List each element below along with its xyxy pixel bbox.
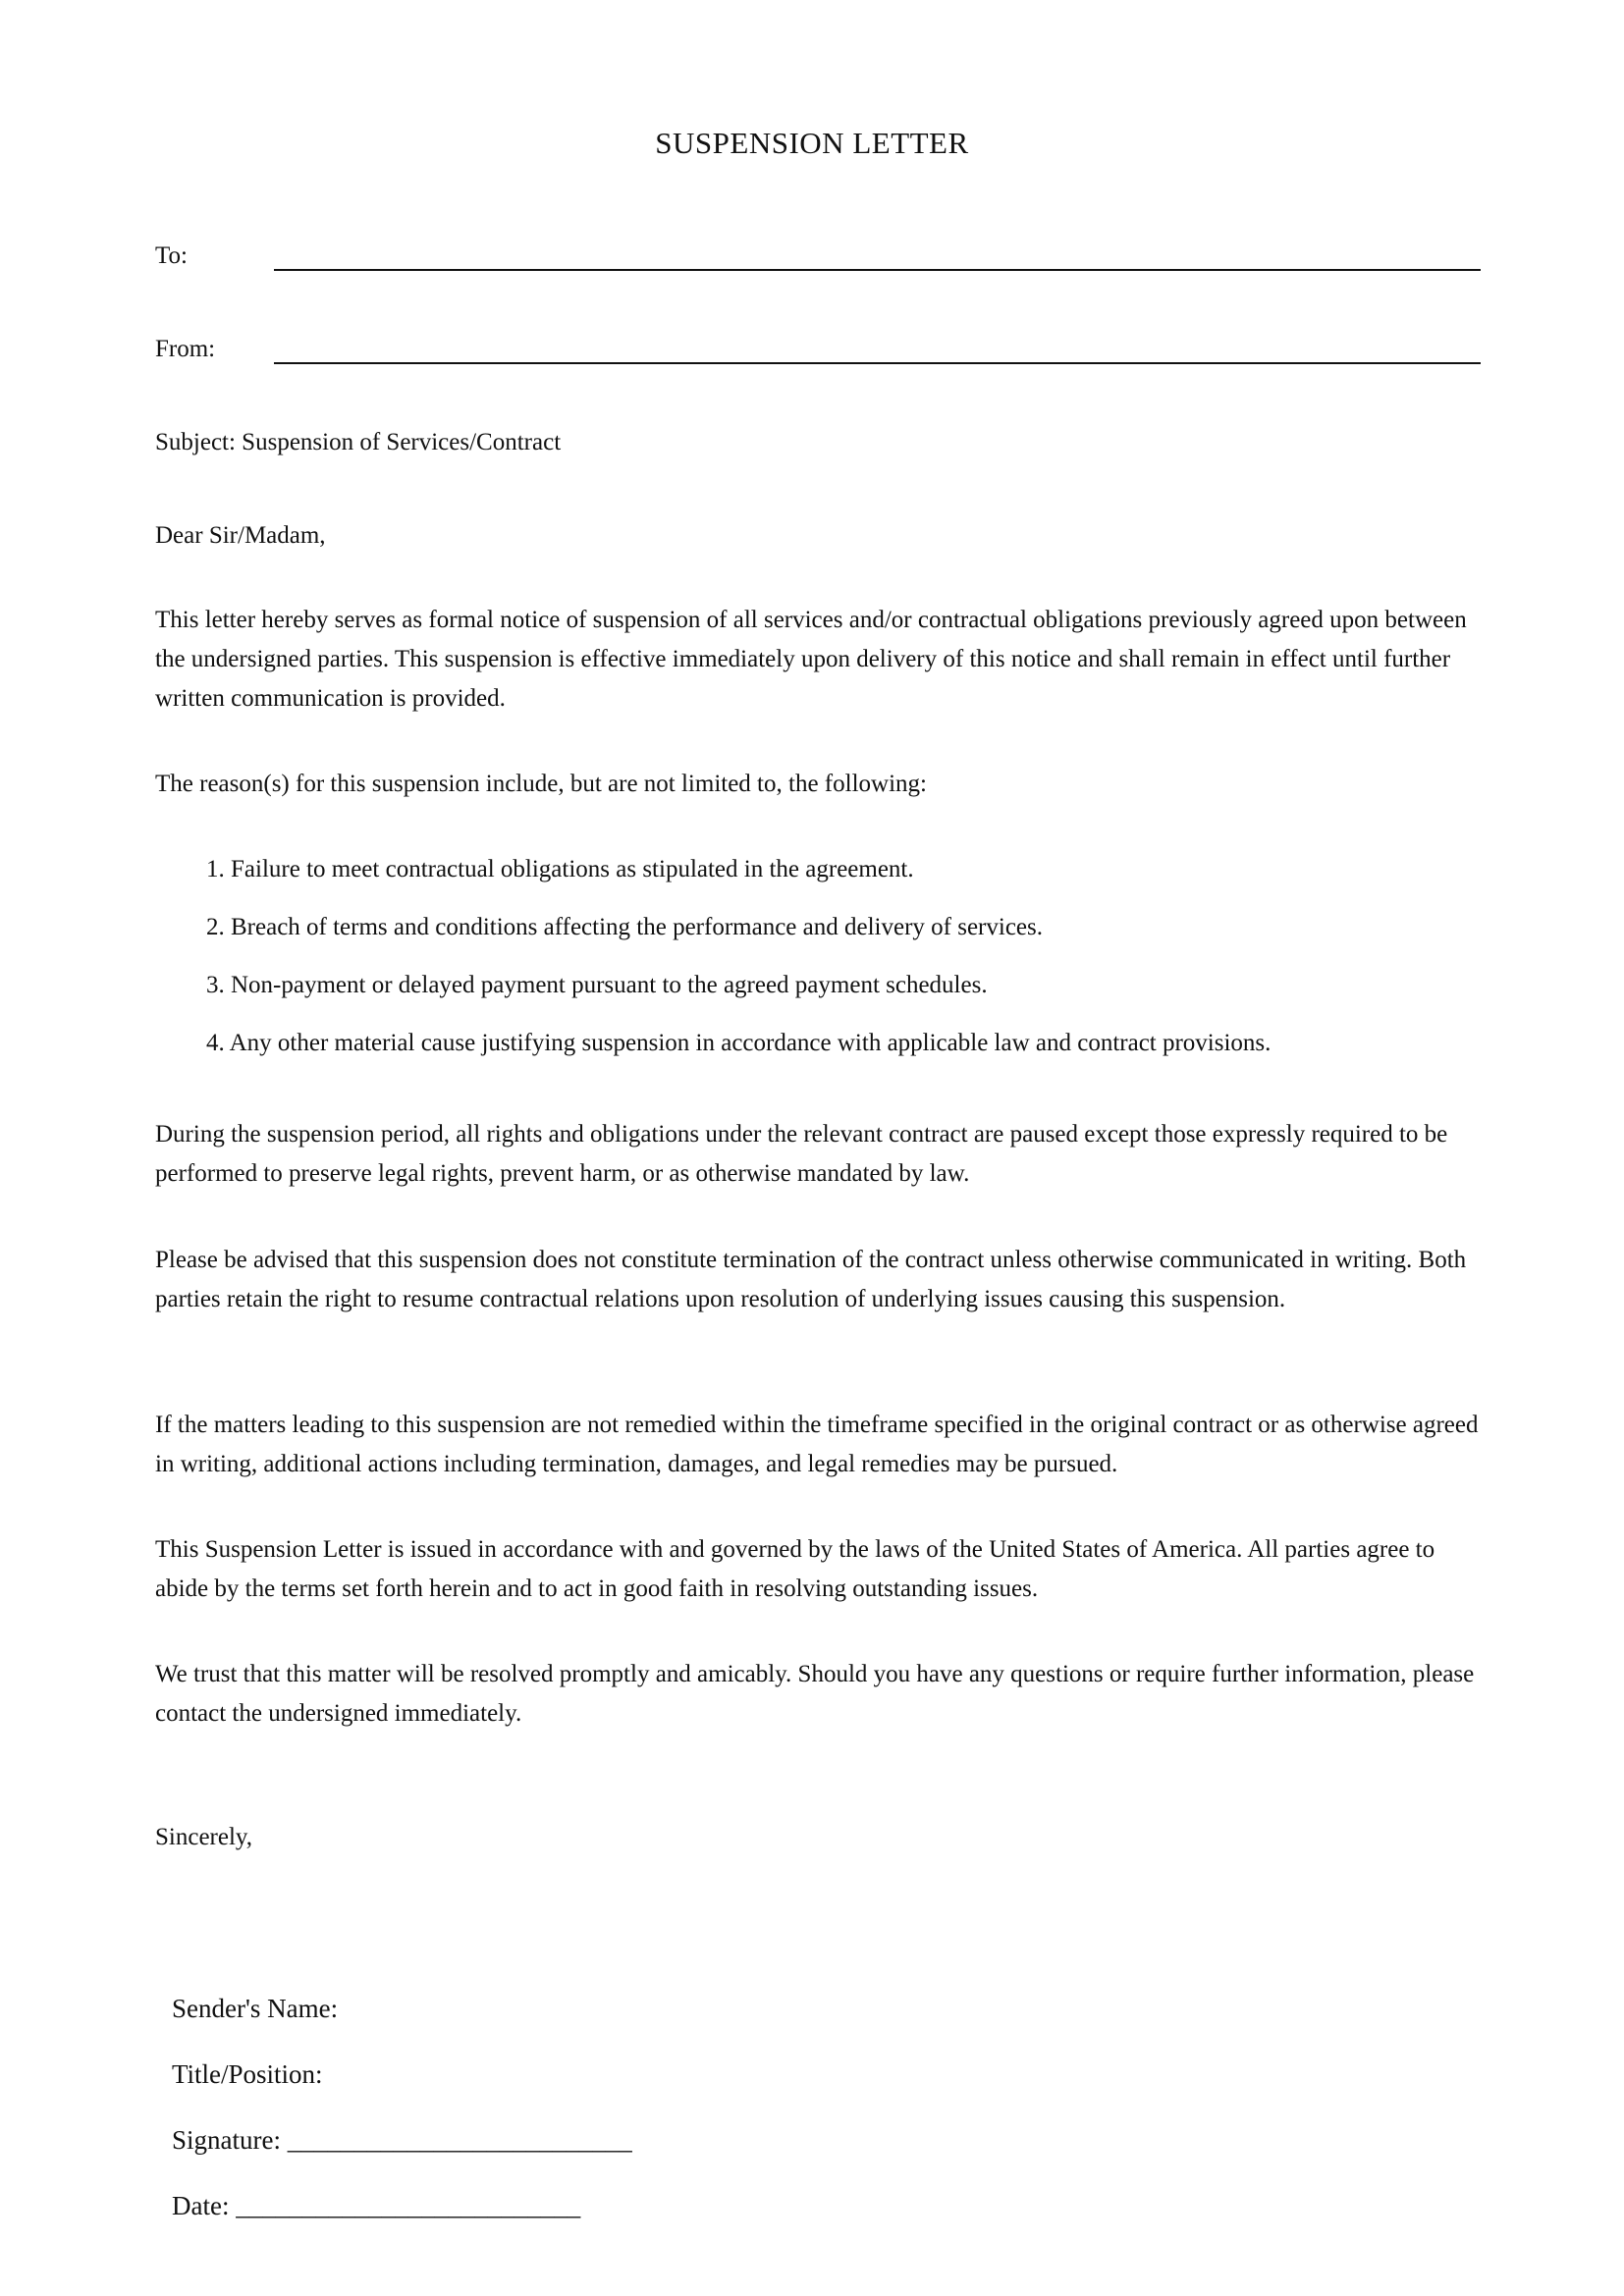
title-position-label: Title/Position: xyxy=(172,2059,323,2089)
subject-line: Subject: Suspension of Services/Contract xyxy=(155,429,562,455)
to-blank-line xyxy=(274,269,1481,271)
intro-paragraph: This letter hereby serves as formal notice of suspension of all services and/or contractual obligations previously agreed upon between the undersigned parties. This suspension is effective immediately upon delivery of this notice and shall remain in effect until further written communication is provided. xyxy=(155,607,1467,712)
list-item: 1. Failure to meet contractual obligations as stipulated in the agreement. xyxy=(206,856,914,882)
document-title: SUSPENSION LETTER xyxy=(655,126,969,160)
closing-word: Sincerely, xyxy=(155,1824,253,1850)
reasons-list xyxy=(206,850,1483,1082)
salutation: Dear Sir/Madam, xyxy=(155,522,326,549)
list-item: 3. Non-payment or delayed payment pursuant to the agreed payment schedules. xyxy=(206,972,988,998)
governing-law-paragraph: This Suspension Letter is issued in accordance with and governed by the laws of the United States of America. All parties agree to abide by the terms set forth herein and to act in good faith in resolving outstanding issues. xyxy=(155,1536,1435,1602)
list-item: 2. Breach of terms and conditions affecting the performance and delivery of services. xyxy=(206,914,1043,940)
to-field-row xyxy=(155,237,1481,276)
from-label: From: xyxy=(155,336,216,362)
senders-name-label: Sender's Name: xyxy=(172,1994,339,2023)
to-label: To: xyxy=(155,242,188,269)
remedies-paragraph: If the matters leading to this suspension are not remedied within the timeframe specified in the original contract or as otherwise agreed in writing, additional actions including termination, damages, and legal remedies may be pursued. xyxy=(155,1412,1479,1477)
date-line: Date: __________________________ xyxy=(172,2191,581,2220)
signature-line: Signature: __________________________ xyxy=(172,2125,632,2155)
suspension-period-paragraph: During the suspension period, all rights and obligations under the relevant contract are paused except those expressly required to be performed to preserve legal rights, prevent harm, or as otherwise mandated by law. xyxy=(155,1121,1448,1187)
closing-paragraph: We trust that this matter will be resolved promptly and amicably. Should you have any questions or require further information, please contact the undersigned immediately. xyxy=(155,1661,1475,1727)
not-termination-paragraph: Please be advised that this suspension does not constitute termination of the contract unless otherwise communicated in writing. Both parties retain the right to resume contractual relations upon resolution of underlying issues causing this suspension. xyxy=(155,1247,1467,1312)
from-field-row xyxy=(155,330,1481,369)
reasons-intro: The reason(s) for this suspension include, but are not limited to, the following: xyxy=(155,771,927,797)
list-item: 4. Any other material cause justifying suspension in accordance with applicable law and contract provisions. xyxy=(206,1030,1272,1056)
from-blank-line xyxy=(274,362,1481,364)
